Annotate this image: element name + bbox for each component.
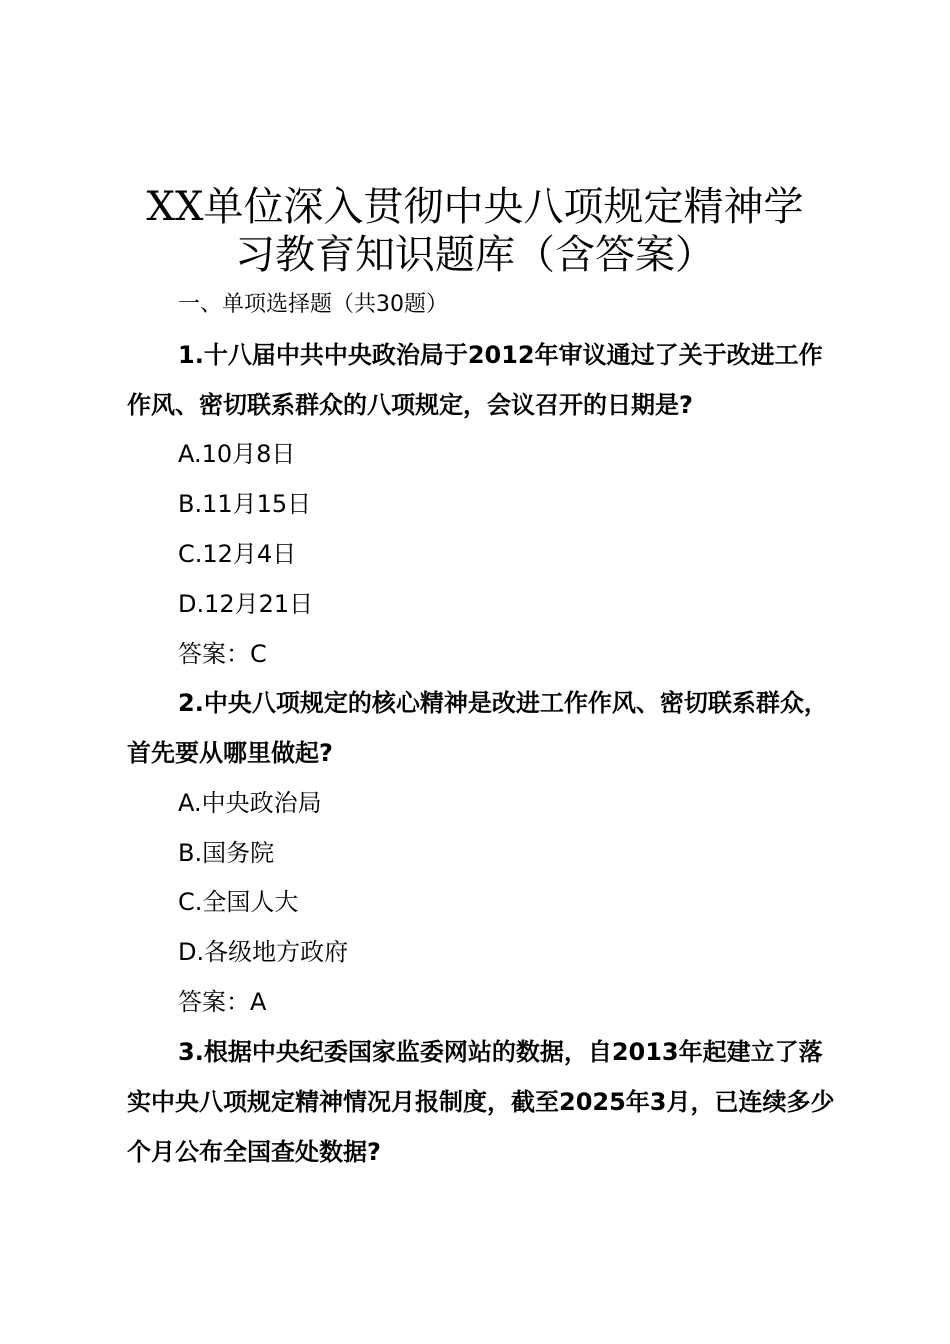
option-label: B. bbox=[178, 839, 203, 867]
section-heading: 一、单项选择题（共30题） bbox=[178, 292, 448, 317]
answer-value: A bbox=[250, 988, 267, 1016]
question-2-option-a bbox=[178, 778, 322, 828]
option-text: 各级地方政府 bbox=[204, 938, 349, 966]
option-label: D. bbox=[178, 938, 205, 966]
document-title-line-2: 习教育知识题库（含答案） bbox=[235, 232, 715, 278]
option-text: 11月15日 bbox=[202, 490, 312, 518]
question-1-option-c bbox=[178, 529, 296, 579]
option-text: 国务院 bbox=[202, 839, 275, 867]
option-text: 12月21日 bbox=[204, 590, 314, 618]
option-label: C. bbox=[178, 540, 203, 568]
question-2-answer bbox=[178, 977, 266, 1027]
option-label: A. bbox=[178, 440, 202, 468]
question-1-answer bbox=[178, 629, 267, 679]
option-text: 10月8日 bbox=[201, 440, 296, 468]
document-title-line-1: XX单位深入贯彻中央八项规定精神学 bbox=[146, 184, 804, 230]
question-2-option-d bbox=[178, 927, 348, 977]
question-1-text: 1.十八届中共中央政治局于2012年审议通过了关于改进工作作风、密切联系群众的八项规定，会议召开的日期是? bbox=[127, 341, 823, 419]
question-1-option-d bbox=[178, 579, 313, 629]
question-2-text: 2.中央八项规定的核心精神是改进工作作风、密切联系群众，首先要从哪里做起? bbox=[127, 689, 828, 767]
question-3-text: 3.根据中央纪委国家监委网站的数据，自2013年起建立了落实中央八项规定精神情况月报制度，截至2025年3月，已连续多少个月公布全国查处数据? bbox=[127, 1038, 835, 1166]
question-2-option-b bbox=[178, 828, 274, 878]
question-1-option-a bbox=[178, 429, 295, 479]
option-label: D. bbox=[178, 590, 205, 618]
question-1-option-b bbox=[178, 479, 311, 529]
answer-label: 答案： bbox=[178, 988, 250, 1016]
option-text: 中央政治局 bbox=[201, 789, 322, 817]
option-label: B. bbox=[178, 490, 203, 518]
option-label: A. bbox=[178, 789, 202, 817]
answer-value: C bbox=[250, 640, 267, 668]
option-text: 12月4日 bbox=[202, 540, 297, 568]
answer-label: 答案： bbox=[178, 640, 250, 668]
option-text: 全国人大 bbox=[202, 888, 299, 916]
option-label: C. bbox=[178, 888, 203, 916]
question-2-option-c bbox=[178, 877, 298, 927]
